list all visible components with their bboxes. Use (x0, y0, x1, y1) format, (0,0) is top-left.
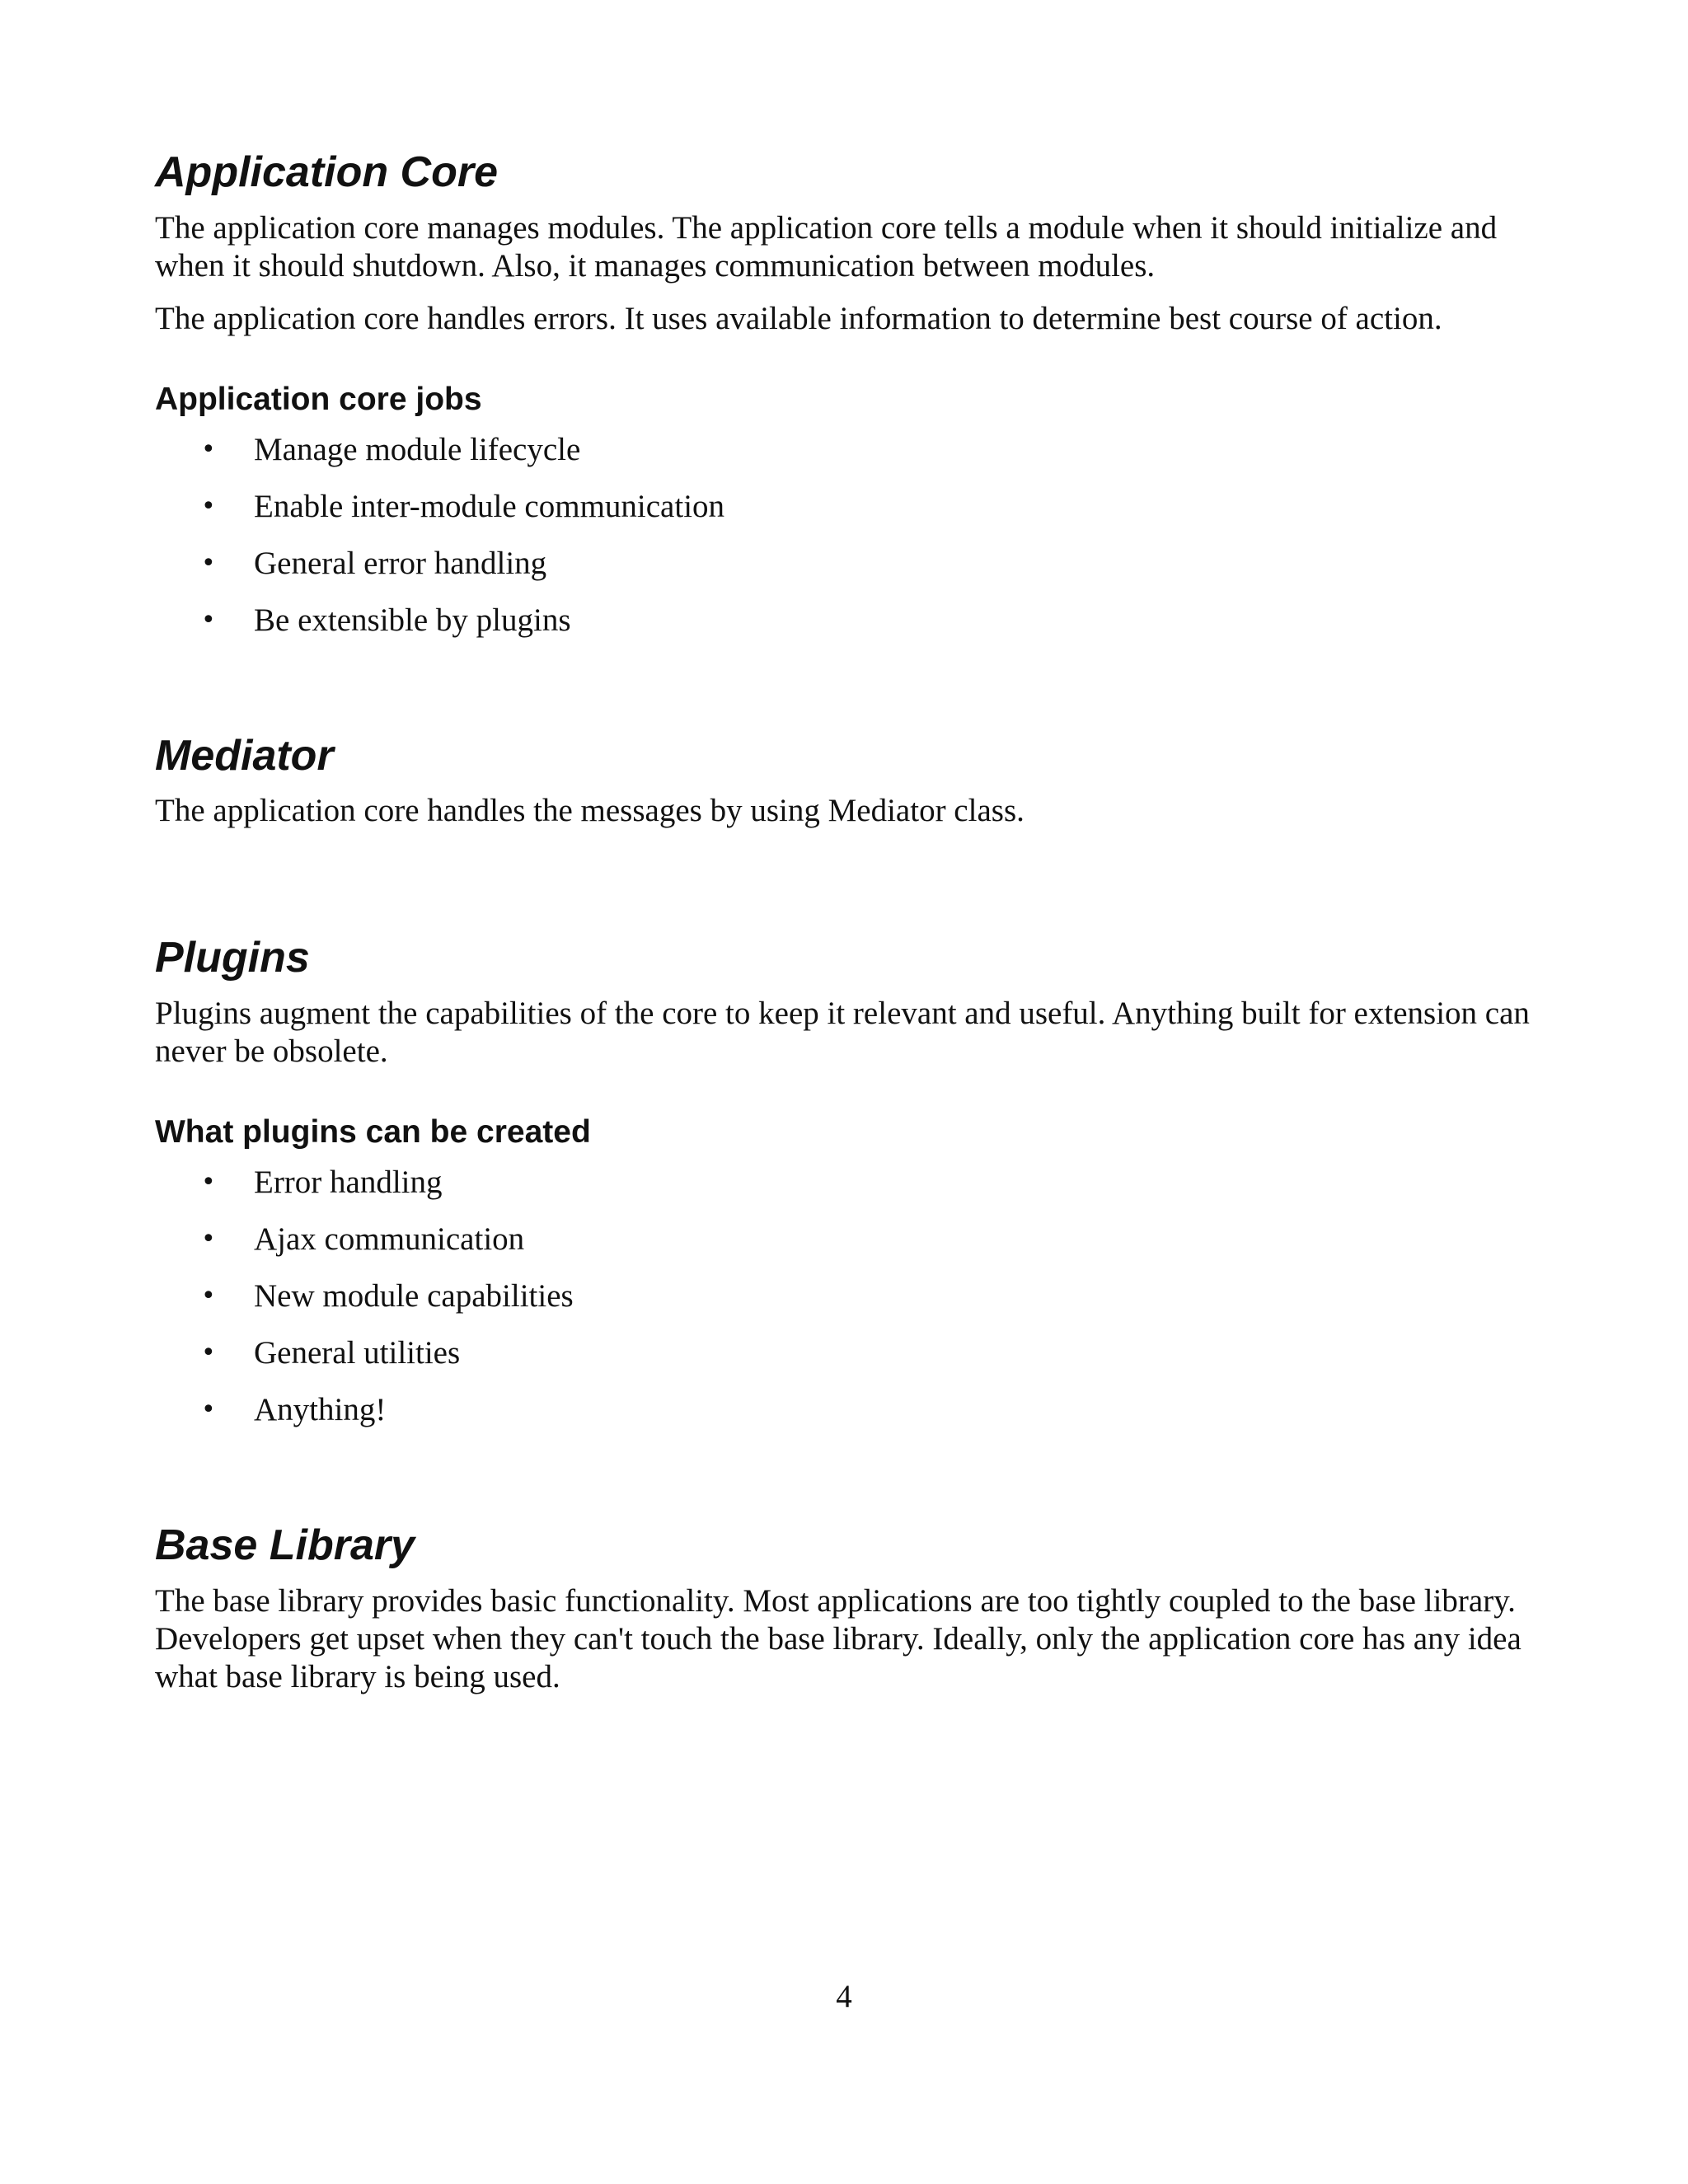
list-item (155, 1277, 1540, 1315)
list-item (155, 1221, 1540, 1258)
paragraph-core-modules: The application core manages modules. The application core tells a module when it should initialize and when it should shutdown. Also, it manages communication between modules. (155, 209, 1498, 284)
list-item-text: General error handling (254, 545, 547, 581)
paragraph-mediator: The application core handles the messages by using Mediator class. (155, 793, 1025, 829)
bullet-list-plugins (155, 1164, 1540, 1429)
list-item (155, 1164, 1540, 1202)
section-title-base-library: Base Library (155, 1521, 415, 1569)
page-content (155, 148, 1540, 1711)
bullet-icon: • (201, 1394, 216, 1424)
section-plugins (155, 934, 1540, 1429)
subheading-plugins-created: What plugins can be created (155, 1114, 591, 1151)
paragraph-core-errors: The application core handles errors. It uses available information to determine best course of action. (155, 300, 1442, 336)
section-title-mediator: Mediator (155, 731, 334, 780)
bullet-icon: • (201, 1224, 216, 1254)
list-item (155, 1334, 1540, 1372)
bullet-icon: • (201, 605, 216, 635)
section-base-library (155, 1521, 1540, 1696)
list-item-text: Enable inter-module communication (254, 488, 725, 524)
list-item (155, 431, 1540, 469)
bullet-icon: • (201, 1338, 216, 1367)
bullet-icon: • (201, 548, 216, 578)
list-item (155, 488, 1540, 526)
section-application-core (155, 148, 1540, 640)
list-item-text: General utilities (254, 1334, 461, 1371)
section-mediator (155, 732, 1540, 831)
list-item-text: Manage module lifecycle (254, 431, 581, 467)
section-title-plugins: Plugins (155, 934, 310, 982)
bullet-icon: • (201, 1167, 216, 1197)
section-title-application-core: Application Core (155, 148, 499, 196)
list-item-text: New module capabilities (254, 1277, 574, 1314)
list-item (155, 545, 1540, 583)
bullet-list-core-jobs (155, 431, 1540, 640)
subheading-core-jobs: Application core jobs (155, 381, 482, 417)
page-number: 4 (836, 1979, 852, 2014)
paragraph-base-library: The base library provides basic functionality. Most applications are too tightly coupled to the base library. Developers get upset when they can't touch the base library. Ideally, only the application core has any idea what base library is being used. (155, 1582, 1522, 1694)
bullet-icon: • (201, 434, 216, 464)
paragraph-plugins: Plugins augment the capabilities of the core to keep it relevant and useful. Anything built for extension can never be obsolete. (155, 996, 1530, 1070)
bullet-icon: • (201, 491, 216, 521)
list-item-text: Ajax communication (254, 1221, 525, 1257)
list-item-text: Be extensible by plugins (254, 602, 571, 638)
bullet-icon: • (201, 1281, 216, 1310)
list-item-text: Error handling (254, 1164, 443, 1200)
list-item-text: Anything! (254, 1391, 387, 1427)
list-item (155, 602, 1540, 640)
list-item (155, 1391, 1540, 1429)
